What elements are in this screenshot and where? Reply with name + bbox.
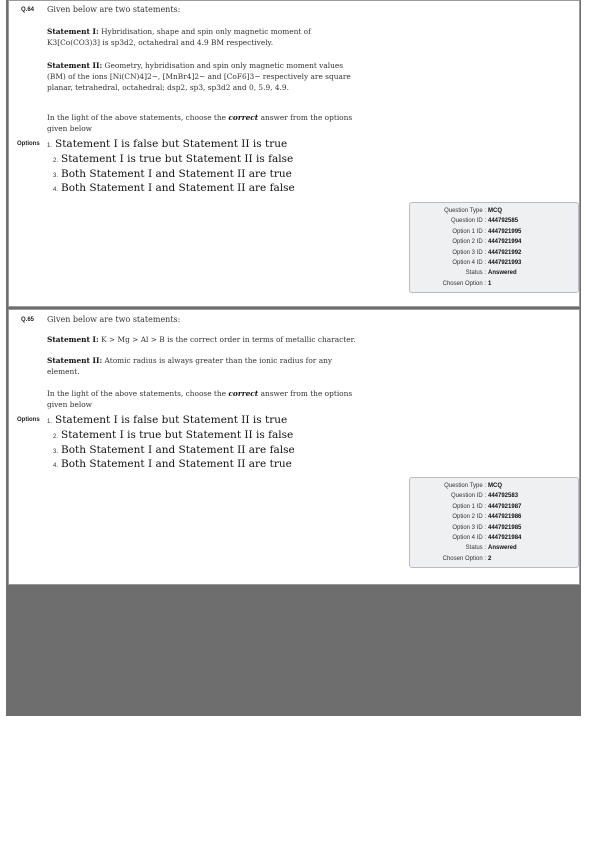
statement-2-text-a: Geometry, hybridisation and spin only magnetic moment values (104, 61, 344, 70)
instruction-text-c: given below (47, 400, 92, 409)
option-text: Both Statement I and Statement II are false (61, 444, 295, 456)
instruction (47, 112, 377, 134)
instruction-text-a: In the light of the above statements, choose the (47, 389, 227, 398)
instruction (47, 388, 377, 410)
option-text: Both Statement I and Statement II are false (61, 182, 295, 194)
statement-1-text-b: K3[Co(CO3)3] is sp3d2, octahedral and 4.9 BM respectively. (47, 38, 274, 47)
statement-1-text-a: K > Mg > Al > B is the correct order in terms of metallic character. (101, 335, 356, 344)
meta-option-1-id: Option 1 ID : 4447921987 (452, 503, 522, 510)
question-intro: Given below are two statements: (47, 5, 181, 14)
option-number: 2. (53, 434, 59, 440)
question-number: Q.64 (21, 7, 35, 13)
statement-2 (47, 60, 377, 93)
instruction-emphasis: correct (228, 389, 259, 398)
meta-option-1-id: Option 1 ID : 4447921995 (452, 228, 522, 235)
instruction-text-a: In the light of the above statements, choose the (47, 113, 227, 122)
option-number: 2. (53, 158, 59, 164)
statement-2-label: Statement II: (47, 356, 103, 365)
option-4 (53, 458, 292, 470)
statement-1-text-a: Hybridisation, shape and spin only magnetic moment of (101, 27, 311, 36)
meta-option-3-id: Option 3 ID : 4447921992 (452, 249, 522, 256)
question-meta-panel (409, 477, 579, 568)
option-text: Statement I is false but Statement II is true (55, 138, 288, 150)
meta-question-type: Question Type : MCQ (444, 483, 502, 489)
statement-2-text-a: Atomic radius is always greater than the ionic radius for any (104, 356, 333, 365)
question-intro: Given below are two statements: (47, 315, 181, 324)
question-card-65 (8, 309, 580, 585)
option-number: 1. (47, 419, 53, 425)
instruction-text-c: given below (47, 124, 92, 133)
option-number: 1. (47, 143, 53, 149)
meta-chosen-option: Chosen Option : 2 (442, 555, 492, 562)
instruction-text-b: answer from the options (260, 113, 353, 122)
option-2 (53, 429, 293, 441)
option-text: Statement I is false but Statement II is true (55, 414, 288, 426)
option-number: 3. (53, 173, 59, 179)
meta-question-type: Question Type : MCQ (444, 208, 502, 214)
statement-2 (47, 355, 377, 377)
option-number: 3. (53, 449, 59, 455)
statement-2-text-b: (BM) of the ions [Ni(CN)4]2−, [MnBr4]2− and [CoF6]3− respectively are square (47, 72, 351, 81)
meta-option-2-id: Option 2 ID : 4447921986 (452, 514, 522, 521)
statement-2-label: Statement II: (47, 61, 103, 70)
statement-1-label: Statement I: (47, 335, 99, 344)
meta-question-id: Question ID : 444792585 (450, 218, 519, 225)
statement-1 (47, 334, 407, 345)
meta-status: Status : Answered (465, 270, 517, 277)
option-text: Statement I is true but Statement II is false (61, 429, 294, 441)
statement-1-label: Statement I: (47, 27, 99, 36)
meta-option-4-id: Option 4 ID : 4447921993 (452, 259, 522, 266)
option-text: Both Statement I and Statement II are true (61, 458, 292, 470)
options-label: Options (17, 417, 40, 423)
question-meta-panel (409, 202, 579, 293)
option-number: 4. (53, 463, 59, 469)
option-3 (53, 168, 292, 180)
meta-question-id: Question ID : 444792583 (450, 493, 519, 500)
option-number: 4. (53, 187, 59, 193)
question-number: Q.65 (21, 317, 35, 323)
meta-option-4-id: Option 4 ID : 4447921984 (452, 534, 522, 541)
statement-2-text-c: planar, tetrahedral, octahedral; dsp2, sp3, sp3d2 and 0, 5.9, 4.9. (47, 83, 289, 92)
statement-1 (47, 26, 377, 48)
meta-status: Status : Answered (465, 545, 517, 552)
option-text: Statement I is true but Statement II is false (61, 153, 294, 165)
option-text: Both Statement I and Statement II are true (61, 168, 292, 180)
question-card-64 (8, 0, 580, 307)
option-4 (53, 182, 295, 194)
option-1 (47, 138, 287, 150)
instruction-text-b: answer from the options (260, 389, 353, 398)
meta-option-2-id: Option 2 ID : 4447921994 (452, 239, 522, 246)
statement-2-text-b: element. (47, 367, 80, 376)
option-1 (47, 414, 287, 426)
option-3 (53, 444, 295, 456)
option-2 (53, 153, 293, 165)
meta-chosen-option: Chosen Option : 1 (442, 280, 492, 287)
meta-option-3-id: Option 3 ID : 4447921985 (452, 524, 522, 531)
instruction-emphasis: correct (228, 113, 259, 122)
options-label: Options (17, 141, 40, 147)
